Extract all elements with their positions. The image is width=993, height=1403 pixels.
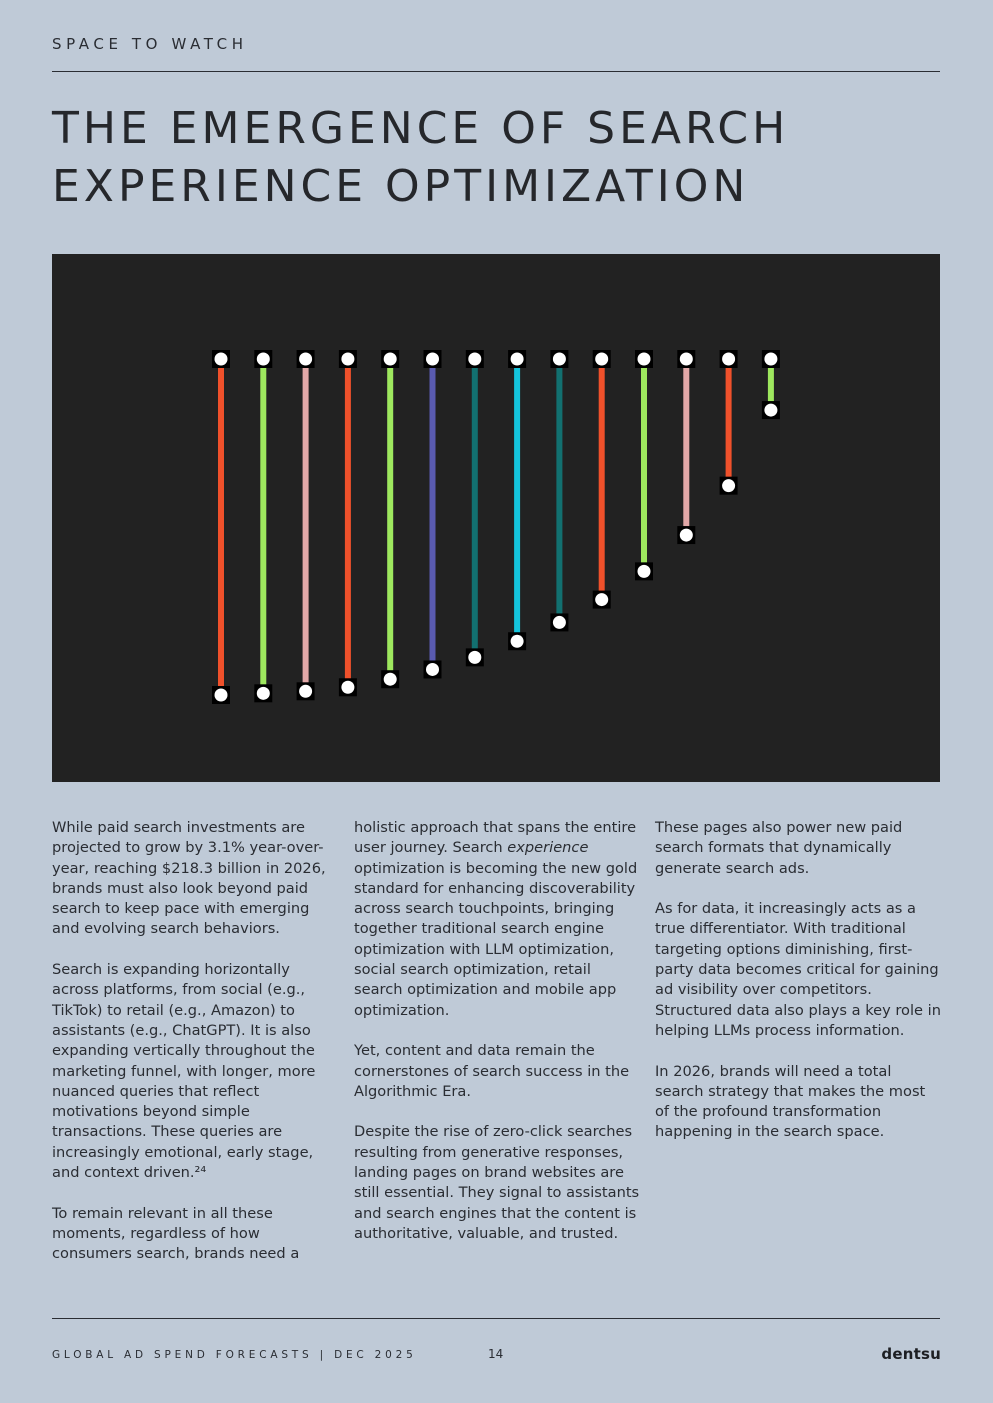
bar-bottom-dot [384, 673, 397, 686]
bar-top-dot [764, 353, 777, 366]
body-column-2 [354, 818, 642, 1265]
bar-bottom-dot [595, 593, 608, 606]
bar-top-dot [215, 353, 228, 366]
bar-bottom-dot [468, 651, 481, 664]
emphasis-text: experience [507, 839, 589, 857]
bar-bottom-dot [426, 663, 439, 676]
bar-bottom-dot [299, 685, 312, 698]
paragraph [354, 818, 642, 1021]
paragraph: Yet, content and data remain the cornerstones of search success in the Algorithmic Era. [354, 1042, 630, 1100]
bar-illustration-svg [52, 254, 940, 782]
decorative-bar-illustration [52, 254, 940, 782]
paragraph: While paid search investments are projected to grow by 3.1% year-over-year, reaching $218.3 billion in 2026, brands must also look beyond paid search to keep pace with emerging and evolving search behaviors. [52, 819, 326, 938]
paragraph: Search is expanding horizontally across platforms, from social (e.g., TikTok) to retail (e.g., Amazon) to assistants (e.g., ChatGPT). It is also expanding vertically throughout the marketing funnel, with longer, more nuanced queries that reflect motivations beyond simple transactions. These queries are increasingly emotional, early stage, and context driven.²⁴ [52, 961, 316, 1182]
bar-top-dot [722, 353, 735, 366]
paragraph: In 2026, brands will need a total search strategy that makes the most of the profound transformation happening in the search space. [655, 1062, 926, 1141]
bar-bottom-dot [257, 687, 270, 700]
bar-top-dot [595, 353, 608, 366]
bar-top-dot [426, 353, 439, 366]
text-run: holistic approach that spans the entire user journey. Search [354, 819, 637, 857]
bar-bottom-dot [764, 404, 777, 417]
bar-top-dot [299, 353, 312, 366]
header-rule [52, 71, 940, 72]
bar-top-dot [680, 353, 693, 366]
footer-rule [52, 1318, 940, 1319]
paragraph: These pages also power new paid search formats that dynamically generate search ads. [655, 819, 903, 877]
page-title-line-2: EXPERIENCE OPTIMIZATION [52, 161, 750, 212]
footer-publication: GLOBAL AD SPEND FORECASTS | DEC 2025 [52, 1349, 417, 1361]
bar-top-dot [384, 353, 397, 366]
body-column-1 [52, 818, 340, 1285]
page-title [52, 100, 942, 216]
bar-bottom-dot [215, 689, 228, 702]
dentsu-logo: dentsu [881, 1345, 941, 1363]
bar-bottom-dot [722, 479, 735, 492]
body-column-3 [655, 818, 943, 1163]
bar-top-dot [638, 353, 651, 366]
bar-top-dot [553, 353, 566, 366]
bar-bottom-dot [638, 565, 651, 578]
bar-top-dot [341, 353, 354, 366]
bar-top-dot [511, 353, 524, 366]
paragraph: To remain relevant in all these moments, regardless of how consumers search, brands need a [52, 1204, 300, 1263]
paragraph: Despite the rise of zero-click searches resulting from generative responses, landing pages on brand websites are still essential. They signal to assistants and search engines that the content is authoritative, valuable, and trusted. [354, 1123, 640, 1242]
page-number: 14 [488, 1347, 504, 1361]
bar-bottom-dot [511, 635, 524, 648]
bar-bottom-dot [341, 681, 354, 694]
page-title-line-1: THE EMERGENCE OF SEARCH [52, 103, 790, 154]
paragraph: As for data, it increasingly acts as a true differentiator. With traditional targeting options diminishing, first-party data becomes critical for gaining ad visibility over competitors. Structured data also plays a key role in helping LLMs process information. [655, 900, 941, 1039]
bar-top-dot [468, 353, 481, 366]
header-kicker: SPACE TO WATCH [52, 35, 248, 53]
bar-top-dot [257, 353, 270, 366]
bar-bottom-dot [553, 616, 566, 629]
bar-bottom-dot [680, 529, 693, 542]
text-run: optimization is becoming the new gold standard for enhancing discoverability across search touchpoints, bringing together traditional search engine optimization with LLM optimization, social search optimization, retail search optimization and mobile app optimization. [354, 859, 638, 1019]
